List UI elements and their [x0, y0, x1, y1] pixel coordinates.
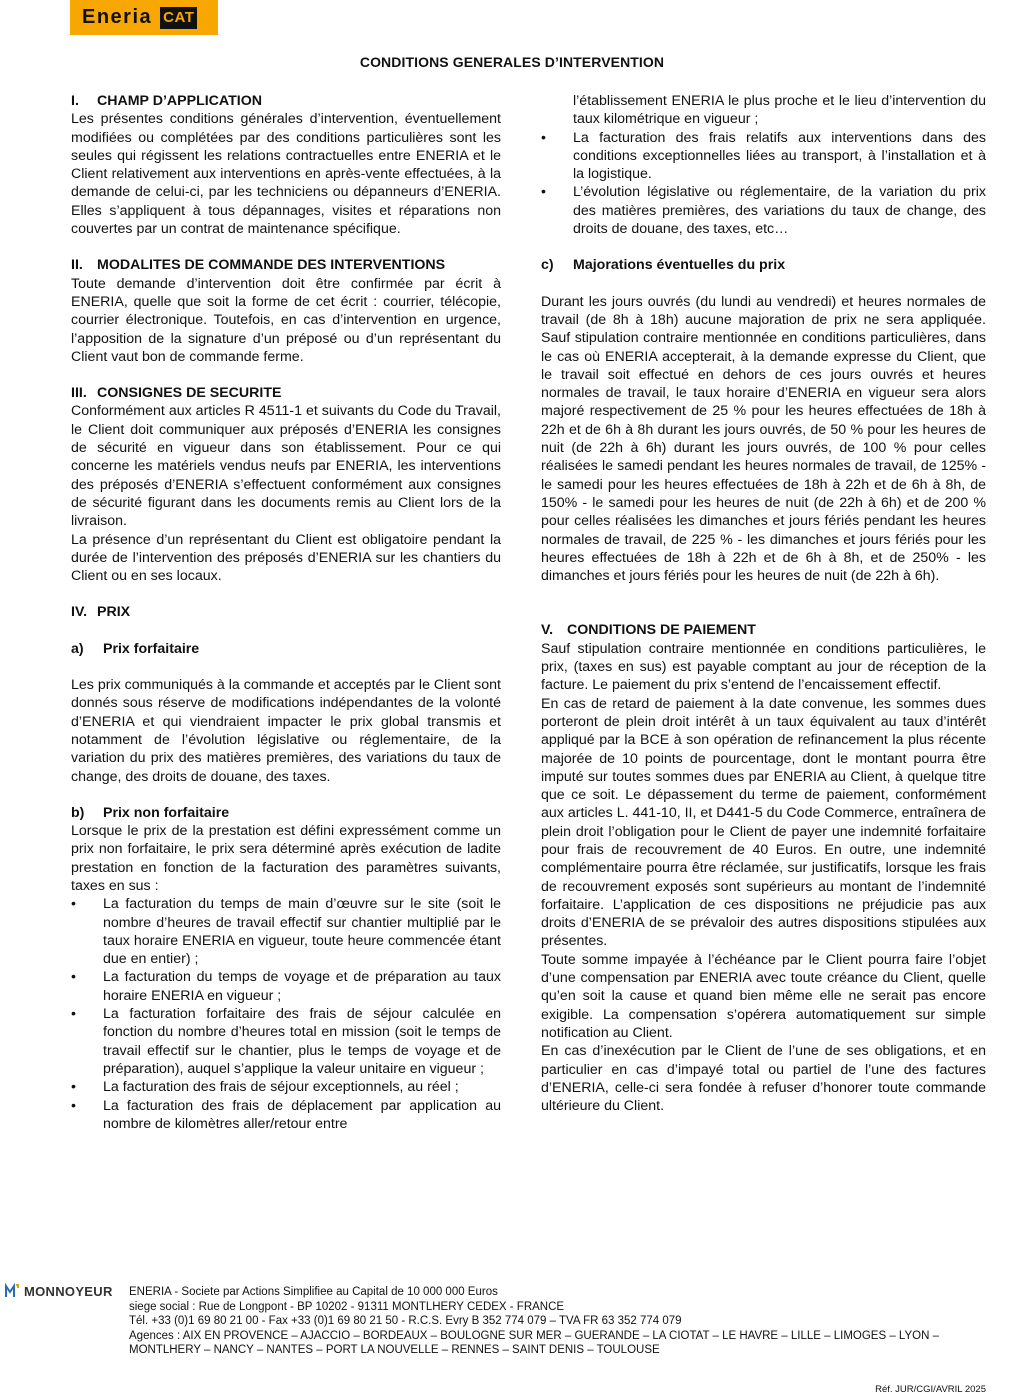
- section-title: CONSIGNES DE SECURITE: [97, 385, 282, 402]
- list-item: • La facturation des frais de déplacement par application au nombre de kilomètres aller/retour entre: [71, 1097, 501, 1134]
- list-item: • La facturation des frais relatifs aux interventions dans des conditions exceptionnelles liées au transport, à l’installation et à la logistique.: [541, 129, 986, 184]
- subsection-c-text: Durant les jours ouvrés (du lundi au vendredi) et heures normales de travail (de 8h à 18h) aucune majoration de prix ne sera appliquée. Sauf stipulation contraire mentionnée en conditions particulières, dans le cas où ENERIA accepterait, à la demande expresse du Client, que le travail soit effectué en dehors de ces jours ouvrés et heures normales de travail, le taux horaire d’ENERIA en vigueur sera alors majoré respectivement de 25 % pour les heures effectuées de 18h à 22h et de 6h à 8h durant les jours ouvrés, de 50 % pour les heures de nuit (de 22h à 6h) durant les jours ouvrés, de 100 % pour celles réalisées le samedi pendant les heures normales de travail, de 125% - le samedi pour les heures effectuées de 18h à 22h et de 6h à 8h, de 150% - le samedi pour les heures de nuit (de 22h à 6h) et de 200 % pour celles réalisées les dimanches et jours fériés pendant les heures normales de travail, de 225 % - les dimanches et jours fériés pour les heures effectuées de 18h à 22h et de 6h à 8h, et de 250% - les dimanches et jours fériés pour les heures de nuit (de 22h à 6h).: [541, 293, 986, 585]
- section-3-heading: [71, 384, 501, 402]
- section-5-text-2: En cas de retard de paiement à la date convenue, les sommes dues porteront de plein droit intérêt à un taux équivalent au taux d’intérêt appliqué par la BCE à son opération de refinancement la plus récente majorée de 10 points de pourcentage, dont le montant pourra être imputé sur toutes sommes dues par ENERIA au Client, à quelque titre que ce soit. Le dépassement du terme de paiement, conformément aux articles L. 441-10, II, et D441-5 du Code Commerce, entraînera de plein droit l’obligation pour le Client de payer une indemnité forfaitaire pour frais de recouvrement de 40 Euros. En outre, une indemnité complémentaire pourra être réclamée, sur justificatifs, lorsque les frais de recouvrement exposés sont supérieurs au montant de l’indemnité forfaitaire. L’application de ces dispositions ne préjudicie pas aux droits d’ENERIA de se prévaloir des autres dispositions stipulées aux présentes.: [541, 695, 986, 950]
- section-title: PRIX: [97, 604, 131, 621]
- list-item-continuation: l’établissement ENERIA le plus proche et le lieu d’intervention du taux kilométrique en vigueur ;: [573, 93, 986, 128]
- monnoyeur-mark-icon: [4, 1283, 20, 1299]
- subsection-title: Prix non forfaitaire: [103, 804, 230, 821]
- subsection-letter: b): [71, 804, 85, 821]
- section-5-text-1: Sauf stipulation contraire mentionnée en conditions particulières, le prix, (taxes en sus) est payable comptant au jour de réception de la facture. Le paiement du prix s’entend de l’encaissement effectif.: [541, 640, 986, 694]
- subsection-letter: a): [71, 640, 84, 657]
- subsection-title: Majorations éventuelles du prix: [573, 257, 786, 274]
- billing-list-continued: [541, 129, 986, 239]
- subsection-b-text: Lorsque le prix de la prestation est défini expressément comme un prix non forfaitaire, le prix sera déterminé après exécution de ladite prestation en fonction de la facturation des paramètres suivants, taxes en sus :: [71, 823, 501, 894]
- section-2-text: Toute demande d’intervention doit être confirmée par écrit à ENERIA, quelle que soit la forme de cet écrit : courrier, télécopie, courrier électronique. Toutefois, en cas d’intervention en urgence, l’apposition de la signature d’un préposé ou d’un représentant du Client vaut bon de commande ferme.: [71, 275, 501, 365]
- billing-list: [71, 895, 501, 1133]
- document-reference: Réf. JUR/CGI/AVRIL 2025: [875, 1384, 986, 1395]
- list-item: • L’évolution législative ou réglementaire, de la variation du prix des matières premières, des variations du taux de change, des droits de douane, des taxes, etc…: [541, 183, 986, 238]
- section-5-text-3: Toute somme impayée à l’échéance par le Client pourra faire l’objet d’une compensation par ENERIA avec toute créance du Client, quelle qu’en soit la cause et quand bien même elle ne serait pas encore exigible. La compensation s’opérera automatiquement sur simple notification au Client.: [541, 951, 986, 1041]
- company-line: ENERIA - Societe par Actions Simplifiee au Capital de 10 000 000 Euros: [129, 1286, 498, 1298]
- subsection-title: Prix forfaitaire: [103, 640, 200, 657]
- section-3-text-2: La présence d’un représentant du Client est obligatoire pendant la durée de l’intervention des préposés d’ENERIA sur les chantiers du Client ou en ses locaux.: [71, 531, 501, 585]
- section-number: II.: [71, 257, 83, 274]
- logo-text: Eneria: [82, 6, 153, 28]
- section-number: III.: [71, 385, 87, 402]
- section-4-heading: [71, 603, 501, 621]
- subsection-c-heading: [541, 256, 986, 274]
- section-number: IV.: [71, 604, 88, 621]
- section-title: CONDITIONS DE PAIEMENT: [567, 622, 756, 639]
- section-number: V.: [541, 622, 554, 639]
- section-3-text: Conformément aux articles R 4511-1 et suivants du Code du Travail, le Client doit communiquer aux préposés d’ENERIA les consignes de sécurité en vigueur dans son établissement. Pour ce qui concerne les matériels vendus neufs par ENERIA, les interventions des préposés d’ENERIA s’effectuent conformément aux consignes de sécurité figurant dans les documents remis au Client lors de la livraison.: [71, 403, 501, 530]
- list-item: • La facturation des frais de séjour exceptionnels, au réel ;: [71, 1078, 501, 1096]
- brand-name: MONNOYEUR: [24, 1283, 113, 1299]
- eneria-cat-logo: [70, 0, 218, 35]
- address-line: siege social : Rue de Longpont - BP 10202 - 91311 MONTLHERY CEDEX - FRANCE: [129, 1300, 565, 1313]
- monnoyeur-logo: [4, 1283, 113, 1299]
- section-title: MODALITES DE COMMANDE DES INTERVENTIONS: [97, 257, 446, 274]
- section-number: I.: [71, 93, 79, 109]
- subsection-letter: c): [541, 257, 554, 274]
- section-1-text: Les présentes conditions générales d’intervention, éventuellement modifiées ou complétées par des conditions particulières sont les seules qui régissent les relations contractuelles entre ENERIA et le Client relativement aux interventions en après-vente effectuées, à la demande de celui-ci, par les techniciens ou dépanneurs d’ENERIA. Elles s’appliquent à tous dépannages, visites et réparations non couvertes par un contrat de maintenance spécifique.: [71, 111, 501, 238]
- subsection-a-text: Les prix communiqués à la commande et acceptés par le Client sont donnés sous réserve de modifications indépendantes de la volonté d’ENERIA et qui viendraient impacter le prix global transmis et notamment de l’évolution législative ou réglementaire, de la variation du prix des matières premières, des variations du taux de change, des droits de douane, des taxes.: [71, 677, 501, 785]
- document-title: CONDITIONS GENERALES D’INTERVENTION: [359, 54, 665, 70]
- left-column: [71, 92, 501, 1133]
- subsection-a-heading: [71, 640, 501, 658]
- section-1-heading: [71, 92, 501, 110]
- section-2-heading: [71, 256, 501, 274]
- agencies-line: Agences : AIX EN PROVENCE – AJACCIO – BORDEAUX – BOULOGNE SUR MER – GUERANDE – LA CIOTAT – LE HAVRE – LILLE – LIMOGES – LYON – MONTLHERY – NANCY – NANTES – PORT LA NOUVELLE – RENNES – SAINT DENIS – TOULOUSE: [129, 1329, 939, 1357]
- section-5-heading: [541, 621, 986, 639]
- footer-legal: [129, 1285, 989, 1358]
- cat-logo-badge: CAT: [160, 7, 197, 29]
- section-5-text-4: En cas d’inexécution par le Client de l’une de ses obligations, et en particulier en cas d’impayé total ou partiel de l’une des factures d’ENERIA, celle-ci sera fondée à refuser d’honorer toute commande ultérieure du Client.: [541, 1043, 986, 1115]
- right-column: [541, 92, 986, 1115]
- contact-line: Tél. +33 (0)1 69 80 21 00 - Fax +33 (0)1 69 80 21 50 - R.C.S. Evry B 352 774 079 – TVA FR 63 352 774 079: [129, 1315, 682, 1328]
- list-item: • La facturation forfaitaire des frais de séjour calculée en fonction du nombre d’heures total en mission (soit le temps de travail effectif sur le chantier, plus le temps de voyage et de préparation), auquel s’applique la valeur unitaire en vigueur ;: [71, 1005, 501, 1078]
- list-item: • La facturation du temps de voyage et de préparation au taux horaire ENERIA en vigueur ;: [71, 968, 501, 1005]
- section-title: CHAMP D’APPLICATION: [97, 93, 262, 109]
- subsection-b-heading: [71, 804, 501, 822]
- list-item: • La facturation du temps de main d’œuvre sur le site (soit le nombre d’heures de travail effectif sur chantier multiplié par le taux horaire ENERIA en vigueur, toute heure commencée étant due en entier) ;: [71, 895, 501, 968]
